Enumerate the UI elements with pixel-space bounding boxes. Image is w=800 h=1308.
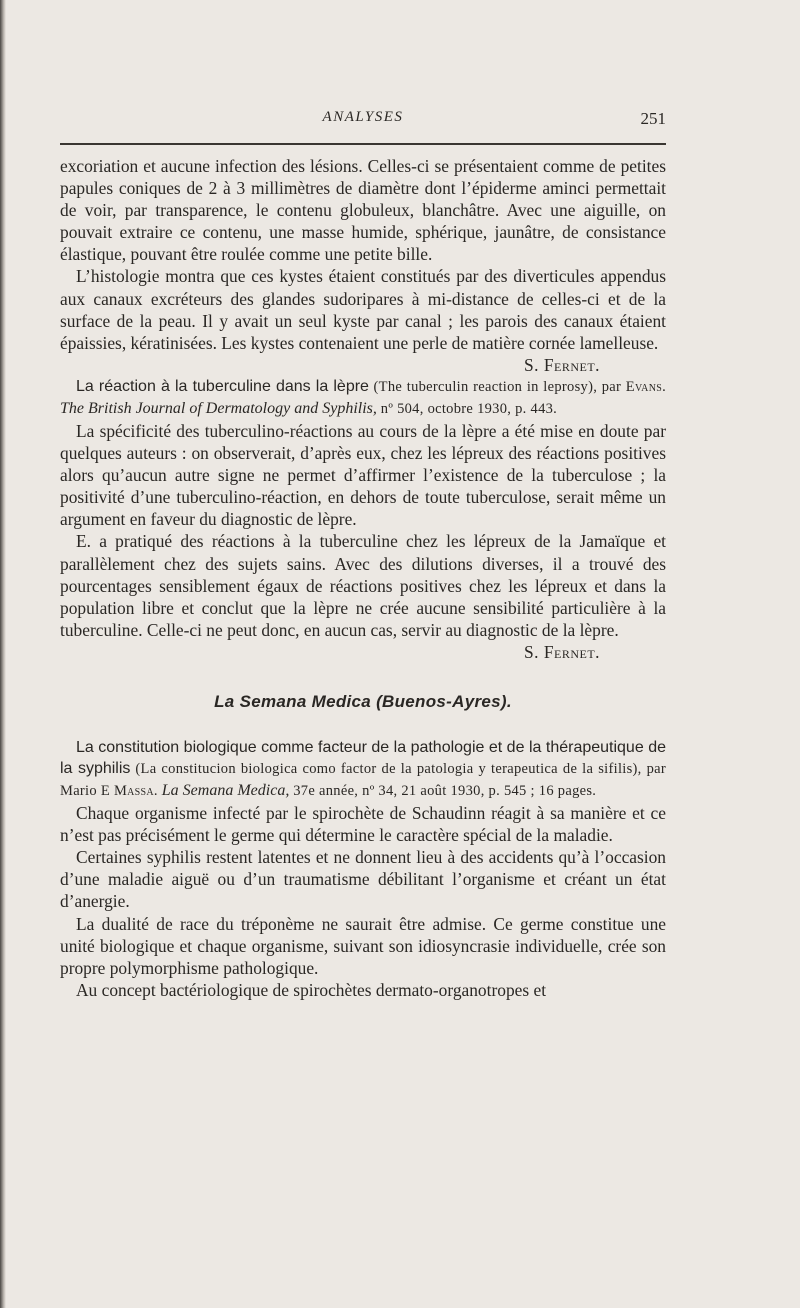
article-title: La constitution biologique comme facteur de la pathologie et de la thérapeutique de la syphilis bbox=[60, 739, 666, 778]
journal-title: La Semana Medica, bbox=[161, 782, 290, 800]
running-title: ANALYSES bbox=[322, 109, 404, 125]
journal-reference: 37e année, nº 34, 21 août 1930, p. 545 ; 16 pages. bbox=[289, 783, 597, 800]
article-subtitle: (La constitucion biologica como factor de la patologia y terapeutica de la sifilis), par Mario E bbox=[60, 761, 666, 800]
page-body bbox=[60, 155, 666, 1001]
paragraph: Chaque organisme infecté par le spirochète de Schaudinn réagit à sa manière et ce n’est pas précisément le germe qui détermine le caractère spécial de la maladie. bbox=[60, 803, 666, 846]
paragraph: Certaines syphilis restent latentes et ne donnent lieu à des accidents qu’à l’occasion d’une maladie aiguë ou d’un traumatisme débilitant l’organisme et créant un état d’anergie. bbox=[60, 847, 666, 912]
abstract-heading bbox=[60, 737, 666, 802]
paragraph: La dualité de race du tréponème ne saurait être admise. Ce germe constitue une unité biologique et chaque organisme, suivant son idiosyncrasie individuelle, crée son propre polymorphisme pathologique. bbox=[60, 913, 666, 978]
header-rule bbox=[60, 143, 666, 145]
separator: . bbox=[153, 783, 162, 800]
book-binding-shadow bbox=[0, 0, 6, 1308]
paragraph: L’histologie montra que ces kystes étaient constitués par des diverticules appendus aux canaux excréteurs des glandes sudoripares à mi-distance de celles-ci et de la surface de la peau. Il y avait un seul kyste par canal ; les parois des canaux étaient épaissies, kératinisées. Les kystes contenaient une perle de matière cornée lamelleuse. bbox=[60, 266, 666, 353]
article-subtitle: (The tuberculin reaction in leprosy), par bbox=[368, 378, 626, 395]
article-author: Evans bbox=[625, 378, 663, 395]
separator: . bbox=[662, 378, 667, 395]
paragraph: Au concept bactériologique de spirochètes dermato-organotropes et bbox=[76, 979, 547, 1000]
signature: S. Fernet. bbox=[523, 641, 600, 662]
page-header bbox=[60, 109, 666, 133]
paragraph: excoriation et aucune infection des lésions. Celles-ci se présentaient comme de petites papules coniques de 2 à 3 millimètres de diamètre dont l’épiderme aminci permettait de voir, par transparence, le contenu globuleux, blanchâtre. Avec une aiguille, on pouvait extraire ce contenu, une masse humide, sphérique, jaunâtre, de consistance élastique, pouvant être roulée comme une petite bille. bbox=[60, 156, 666, 265]
journal-reference: nº 504, octobre 1930, p. 443. bbox=[376, 400, 558, 417]
article-title: La réaction à la tuberculine dans la lèpre bbox=[76, 377, 369, 395]
paragraph: E. a pratiqué des réactions à la tuberculine chez les lépreux de la Jamaïque et parallèlement chez des sujets sains. Avec des dilutions diverses, il a trouvé des pourcentages sensiblement égaux de réactions positives chez les lépreux et dans la population libre et conclut que la lèpre ne crée aucune sensibilité particulière à la tuberculine. Celle-ci ne peut donc, en aucun cas, servir au diagnostic de la lèpre. bbox=[60, 531, 666, 640]
signature: S. Fernet. bbox=[523, 354, 600, 375]
journal-title: The British Journal of Dermatology and Syphilis, bbox=[60, 399, 377, 417]
journal-section-heading: La Semana Medica (Buenos-Ayres). bbox=[214, 691, 512, 711]
abstract-heading bbox=[60, 376, 666, 420]
article-author: Massa bbox=[113, 783, 154, 800]
page-number: 251 bbox=[640, 109, 666, 128]
paragraph: La spécificité des tuberculino-réactions au cours de la lèpre a été mise en doute par quelques auteurs : on observerait, d’après eux, chez les lépreux des réactions positives alors qu’aucun autre signe ne permet d’affirmer l’existence de la tuberculose ; la positivité d’une tuberculino-réaction, en dehors de toute tuberculose, serait même un argument en faveur du diagnostic de lèpre. bbox=[60, 420, 666, 530]
